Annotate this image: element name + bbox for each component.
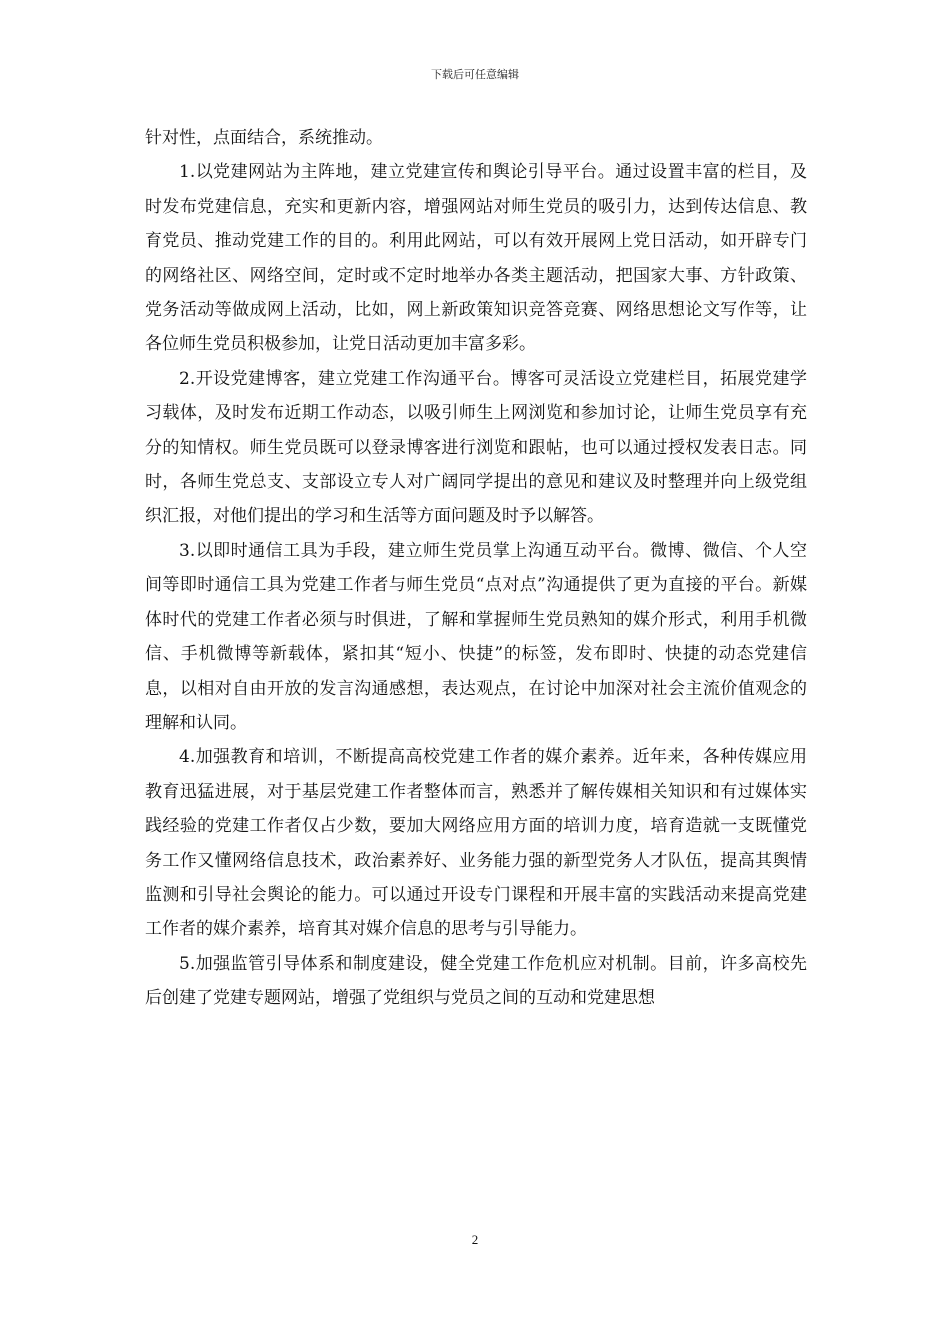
paragraph-continuation: 针对性，点面结合，系统推动。 [145, 128, 383, 148]
document-body [145, 121, 807, 1016]
page-number: 2 [471, 1232, 479, 1247]
page-header: 下载后可任意编辑 [431, 68, 519, 81]
paragraph-item-1: 1.以党建网站为主阵地，建立党建宣传和舆论引导平台。通过设置丰富的栏目，及时发布党建信息，充实和更新内容，增强网站对师生党员的吸引力，达到传达信息、教育党员、推动党建工作的目的。利用此网站，可以有效开展网上党日活动，如开辟专门的网络社区、网络空间，定时或不定时地举办各类主题活动，把国家大事、方针政策、党务活动等做成网上活动，比如，网上新政策知识竞答竞赛、网络思想论文写作等，让各位师生党员积极参加，让党日活动更加丰富多彩。 [145, 162, 807, 355]
paragraph-item-4: 4.加强教育和培训，不断提高高校党建工作者的媒介素养。近年来，各种传媒应用教育迅猛进展，对于基层党建工作者整体而言，熟悉并了解传媒相关知识和有过媒体实践经验的党建工作者仅占少数，要加大网络应用方面的培训力度，培育造就一支既懂党务工作又懂网络信息技术，政治素养好、业务能力强的新型党务人才队伍，提高其舆情监测和引导社会舆论的能力。可以通过开设专门课程和开展丰富的实践活动来提高党建工作者的媒介素养，培育其对媒介信息的思考与引导能力。 [145, 747, 807, 940]
paragraph-item-2: 2.开设党建博客，建立党建工作沟通平台。博客可灵活设立党建栏目，拓展党建学习载体，及时发布近期工作动态，以吸引师生上网浏览和参加讨论，让师生党员享有充分的知情权。师生党员既可以登录博客进行浏览和跟帖，也可以通过授权发表日志。同时，各师生党总支、支部设立专人对广阔同学提出的意见和建议及时整理并向上级党组织汇报，对他们提出的学习和生活等方面问题及时予以解答。 [145, 368, 807, 527]
paragraph-item-5: 5.加强监管引导体系和制度建设，健全党建工作危机应对机制。目前，许多高校先后创建了党建专题网站，增强了党组织与党员之间的互动和党建思想 [145, 953, 807, 1009]
paragraph-item-3: 3.以即时通信工具为手段，建立师生党员掌上沟通互动平台。微博、微信、个人空间等即时通信工具为党建工作者与师生党员“点对点”沟通提供了更为直接的平台。新媒体时代的党建工作者必须与时俱进，了解和掌握师生党员熟知的媒介形式，利用手机微信、手机微博等新载体，紧扣其“短小、快捷”的标签，发布即时、快捷的动态党建信息，以相对自由开放的发言沟通感想，表达观点，在讨论中加深对社会主流价值观念的理解和认同。 [145, 540, 807, 733]
